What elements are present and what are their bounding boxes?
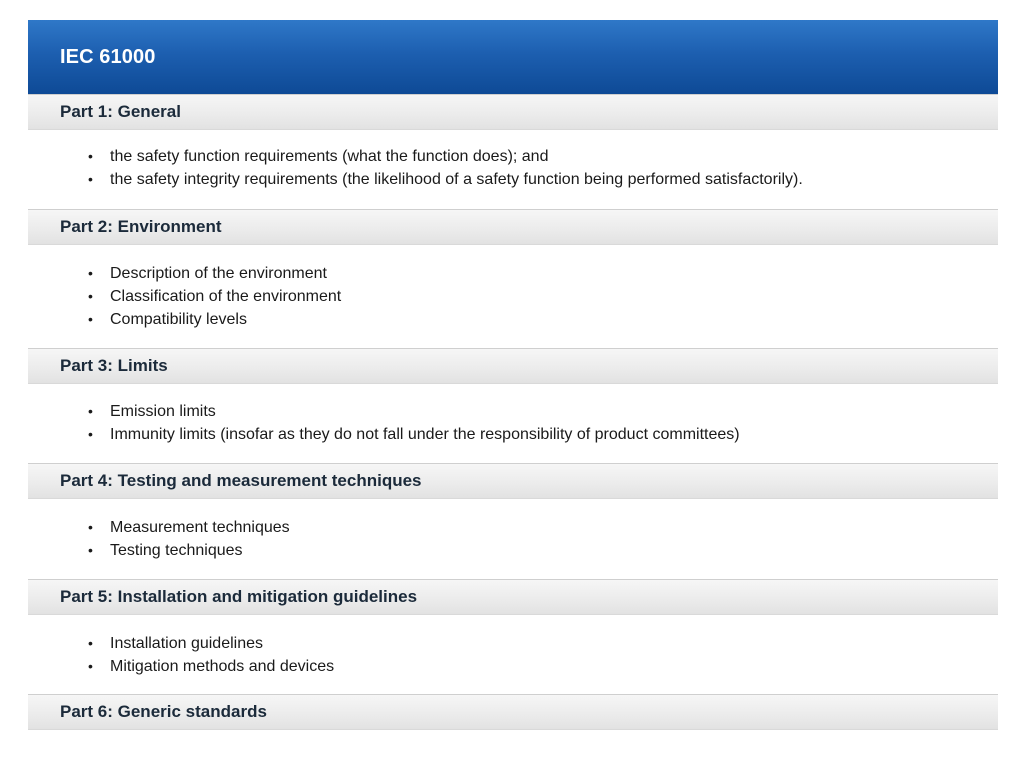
bullet-list: [86, 145, 998, 191]
list-item-text: the safety integrity requirements (the likelihood of a safety function being performed satisfactorily).: [110, 171, 803, 188]
bullet-list: [86, 400, 998, 446]
list-item: [86, 168, 998, 191]
panel-title: IEC 61000: [60, 45, 156, 68]
list-item-text: Emission limits: [110, 403, 216, 420]
section-body: [28, 384, 998, 463]
section-title: Part 4: Testing and measurement techniques: [60, 471, 422, 490]
section-body: [28, 499, 998, 579]
list-item: [86, 539, 998, 562]
section-header: [28, 694, 998, 730]
section-title: Part 3: Limits: [60, 356, 168, 375]
list-item-text: Classification of the environment: [110, 288, 342, 305]
bullet-icon: •: [88, 403, 93, 419]
list-item: [86, 145, 998, 168]
section-header: [28, 348, 998, 384]
section-header: [28, 94, 998, 130]
list-item: [86, 423, 998, 446]
list-item-text: the safety function requirements (what the function does); and: [110, 148, 549, 165]
section-header: [28, 209, 998, 245]
section-header: [28, 579, 998, 615]
section-body: [28, 245, 998, 348]
list-item: [86, 632, 998, 655]
bullet-icon: •: [88, 542, 93, 558]
list-item: [86, 655, 998, 678]
section-part-3: [28, 348, 998, 463]
list-item: [86, 262, 998, 285]
section-part-4: [28, 463, 998, 579]
standard-panel: [28, 20, 998, 730]
panel-header: [28, 20, 998, 94]
list-item-text: Testing techniques: [110, 542, 243, 559]
bullet-icon: •: [88, 658, 93, 674]
bullet-list: [86, 632, 998, 678]
list-item-text: Immunity limits (insofar as they do not fall under the responsibility of product committees): [110, 426, 740, 443]
list-item: [86, 516, 998, 539]
list-item: [86, 285, 998, 308]
list-item: [86, 400, 998, 423]
list-item-text: Compatibility levels: [110, 311, 247, 328]
section-part-6: [28, 694, 998, 730]
list-item: [86, 308, 998, 331]
section-title: Part 5: Installation and mitigation guidelines: [60, 587, 418, 606]
section-part-1: [28, 94, 998, 209]
bullet-icon: •: [88, 635, 93, 651]
bullet-icon: •: [88, 148, 93, 164]
section-body: [28, 615, 998, 694]
list-item-text: Installation guidelines: [110, 635, 263, 652]
list-item-text: Mitigation methods and devices: [110, 658, 335, 675]
section-part-2: [28, 209, 998, 348]
bullet-icon: •: [88, 311, 93, 327]
bullet-icon: •: [88, 171, 93, 187]
section-title: Part 1: General: [60, 102, 181, 121]
list-item-text: Description of the environment: [110, 265, 327, 282]
bullet-list: [86, 516, 998, 562]
bullet-icon: •: [88, 265, 93, 281]
section-title: Part 2: Environment: [60, 217, 222, 236]
section-body: [28, 130, 998, 209]
bullet-list: [86, 262, 998, 331]
bullet-icon: •: [88, 426, 93, 442]
section-header: [28, 463, 998, 499]
bullet-icon: •: [88, 519, 93, 535]
list-item-text: Measurement techniques: [110, 519, 290, 536]
bullet-icon: •: [88, 288, 93, 304]
section-title: Part 6: Generic standards: [60, 702, 267, 721]
section-part-5: [28, 579, 998, 694]
